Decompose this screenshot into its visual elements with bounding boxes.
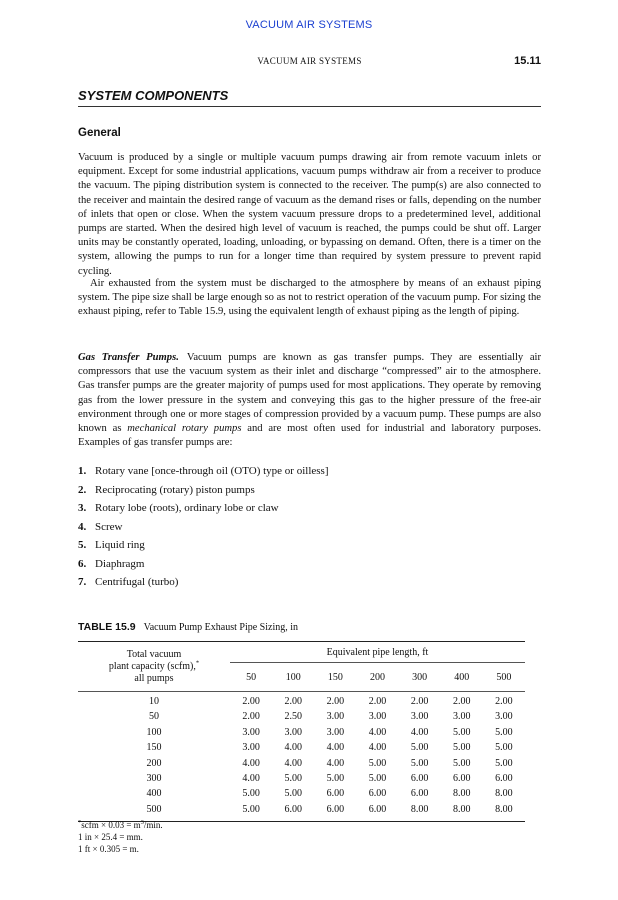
value-cell: 6.00 [410, 788, 429, 800]
paragraph-3 [78, 351, 541, 450]
column-header: 200 [369, 671, 385, 683]
value-cell: 8.00 [410, 803, 429, 815]
value-cell: 5.00 [453, 742, 471, 754]
value-cell: 2.00 [326, 696, 345, 707]
value-cell: 6.00 [326, 803, 345, 815]
table-row [78, 692, 525, 710]
page-number: 15.11 [514, 55, 541, 67]
paragraph-3-text-b: and are most often used for industrial and laboratory purposes. Examples of gas transfer pumps are: [78, 423, 541, 449]
value-cell: 4.00 [326, 742, 345, 754]
capacity-cell: 300 [146, 773, 162, 785]
value-cell: 3.00 [453, 711, 471, 723]
table-row [78, 786, 525, 801]
table-title: Vacuum Pump Exhaust Pipe Sizing, in [143, 622, 299, 633]
running-head: VACUUM AIR SYSTEMS [245, 19, 373, 31]
page-header [78, 55, 541, 69]
value-cell: 6.00 [495, 773, 513, 785]
table-row [78, 709, 525, 724]
value-cell: 5.00 [284, 773, 302, 785]
capacity-cell: 10 [149, 696, 159, 707]
footnote-2: 1 in × 25.4 = mm. [78, 832, 143, 842]
runin-head: Gas Transfer Pumps. [78, 352, 179, 363]
list-text: Diaphragm [95, 557, 145, 570]
list-item [78, 462, 541, 481]
header-title: VACUUM AIR SYSTEMS [257, 56, 362, 66]
table-label: TABLE 15.9 [78, 621, 136, 633]
value-cell: 2.00 [495, 696, 513, 707]
value-cell: 5.00 [495, 726, 513, 738]
table-row [78, 771, 525, 786]
list-number: 6. [78, 557, 87, 570]
value-cell: 2.00 [242, 711, 260, 723]
list-text: Rotary vane [once-through oil (OTO) type or oilless] [95, 465, 329, 477]
column-header: 500 [496, 671, 512, 683]
capacity-cell: 150 [146, 742, 162, 754]
value-cell: 5.00 [284, 788, 302, 800]
footnote-1-tail: /min. [143, 820, 163, 830]
value-cell: 8.00 [453, 788, 471, 800]
value-cell: 4.00 [284, 742, 302, 754]
value-cell: 8.00 [495, 788, 513, 800]
value-cell: 6.00 [368, 788, 387, 800]
list-item [78, 499, 541, 518]
list-item [78, 481, 541, 500]
stub-header [78, 642, 230, 692]
value-cell: 6.00 [453, 773, 471, 785]
value-cell: 3.00 [326, 711, 345, 723]
value-cell: 5.00 [242, 788, 260, 800]
list-text: Centrifugal (turbo) [95, 576, 179, 588]
list-text: Liquid ring [95, 539, 145, 551]
column-header: 150 [327, 671, 343, 683]
value-cell: 6.00 [410, 773, 429, 785]
capacity-cell: 100 [146, 726, 162, 738]
value-cell: 8.00 [495, 803, 513, 815]
column-header: 400 [454, 671, 470, 683]
section-rule [78, 106, 541, 107]
column-header: 100 [285, 671, 301, 683]
value-cell: 5.00 [368, 773, 387, 785]
value-cell: 2.00 [284, 696, 302, 707]
footnote-1-sup: 3 [140, 819, 144, 826]
table-row [78, 740, 525, 755]
value-cell: 4.00 [410, 726, 429, 738]
value-cell: 4.00 [242, 773, 260, 785]
stub-line-1: Total vacuum [126, 648, 182, 660]
footnote-1 [78, 819, 163, 831]
subhead-general: General [78, 127, 121, 139]
paragraph-3-text-a: Vacuum pumps are known as gas transfer pumps. They are essentially air compressors that use the vacuum system as their inlet and discharge “compressed” air to the atmosphere. Gas transfer pumps are the greater majority of pumps used for most applications. They operate by removing gas from the lower pressure in the system and conveying this gas to the higher pressure of the free-air environment through one or more stages of compression provided by a vacuum pump. These pumps are also known as [78, 352, 542, 435]
capacity-cell: 200 [146, 757, 162, 769]
list-number: 2. [78, 483, 87, 496]
list-item [78, 536, 541, 555]
list-text: Rotary lobe (roots), ordinary lobe or claw [95, 502, 279, 514]
value-cell: 2.00 [453, 696, 471, 707]
value-cell: 4.00 [326, 757, 345, 769]
stub-line-2: plant capacity (scfm), [108, 660, 196, 672]
value-cell: 5.00 [326, 773, 345, 785]
value-cell: 3.00 [242, 742, 260, 754]
value-cell: 3.00 [326, 726, 345, 738]
value-cell: 2.00 [242, 696, 260, 707]
group-header: Equivalent pipe length, ft [230, 642, 525, 663]
table-footnotes [78, 819, 163, 855]
value-cell: 5.00 [410, 757, 429, 769]
value-cell: 2.00 [368, 696, 387, 707]
exhaust-pipe-table [78, 641, 525, 822]
value-cell: 6.00 [368, 803, 387, 815]
section-title: SYSTEM COMPONENTS [78, 88, 229, 103]
value-cell: 5.00 [495, 757, 513, 769]
list-text: Reciprocating (rotary) piston pumps [95, 483, 255, 496]
list-number: 1. [78, 465, 87, 477]
value-cell: 4.00 [284, 757, 302, 769]
value-cell: 3.00 [495, 711, 513, 723]
value-cell: 5.00 [453, 726, 471, 738]
column-header: 300 [412, 671, 428, 683]
capacity-cell: 50 [149, 711, 159, 723]
value-cell: 2.50 [284, 711, 302, 723]
list-number: 5. [78, 539, 87, 551]
list-number: 3. [78, 502, 87, 514]
paragraph-1: Vacuum is produced by a single or multiple vacuum pumps drawing air from remote vacuum inlets or equipment. Except for some industrial applications, vacuum pumps withdraw air from a receiver to produce the vacuum. The piping distribution system is connected to the receiver. The pump(s) are also connected to the receiver and maintain the desired range of vacuum as the demand rises or falls, depending on the number of inlets that open or close. When the system vacuum pressure drops to a predetermined level, additional pumps are started. When the desired high level of vacuum is reached, the pumps could be shut off. Larger units may be constantly operated, loading, unloading, or bypassing on demand. Often, there is a timer on the system, allowing the pumps to run for a longer time than required by system pressure to prevent rapid cycling. [78, 152, 541, 277]
value-cell: 4.00 [368, 742, 387, 754]
capacity-cell: 500 [146, 803, 162, 815]
list-number: 7. [78, 576, 87, 588]
value-cell: 3.00 [284, 726, 302, 738]
list-text: Screw [95, 520, 123, 533]
value-cell: 5.00 [453, 757, 471, 769]
list-item [78, 555, 541, 574]
value-cell: 3.00 [368, 711, 387, 723]
paragraph-3-italic: mechanical rotary pumps [127, 423, 242, 435]
value-cell: 5.00 [495, 742, 513, 754]
list-item [78, 518, 541, 537]
table-row [78, 725, 525, 740]
table-caption [78, 621, 298, 633]
footnote-mark: * [78, 819, 82, 826]
value-cell: 3.00 [410, 711, 429, 723]
capacity-cell: 400 [146, 788, 162, 800]
footnote-3: 1 ft × 0.305 = m. [78, 844, 139, 854]
value-cell: 4.00 [368, 726, 387, 738]
value-cell: 2.00 [410, 696, 429, 707]
value-cell: 6.00 [326, 788, 345, 800]
list-item [78, 573, 541, 592]
value-cell: 5.00 [410, 742, 429, 754]
value-cell: 5.00 [242, 803, 260, 815]
pump-list [78, 462, 541, 592]
table-row [78, 756, 525, 771]
footnote-1-text: scfm × 0.03 = m [81, 820, 141, 830]
list-number: 4. [78, 520, 87, 533]
paragraph-2: Air exhausted from the system must be discharged to the atmosphere by means of an exhaust piping system. The pipe size shall be large enough so as not to restrict operation of the vacuum pump. For sizing the exhaust piping, refer to Table 15.9, using the equivalent length of exhaust piping as the length of piping. [78, 278, 541, 318]
value-cell: 8.00 [453, 803, 471, 815]
value-cell: 3.00 [242, 726, 260, 738]
column-header: 50 [246, 671, 257, 683]
value-cell: 6.00 [284, 803, 302, 815]
stub-footnote-mark: * [195, 659, 200, 667]
value-cell: 4.00 [242, 757, 260, 769]
stub-line-3: all pumps [134, 672, 174, 684]
value-cell: 5.00 [368, 757, 387, 769]
